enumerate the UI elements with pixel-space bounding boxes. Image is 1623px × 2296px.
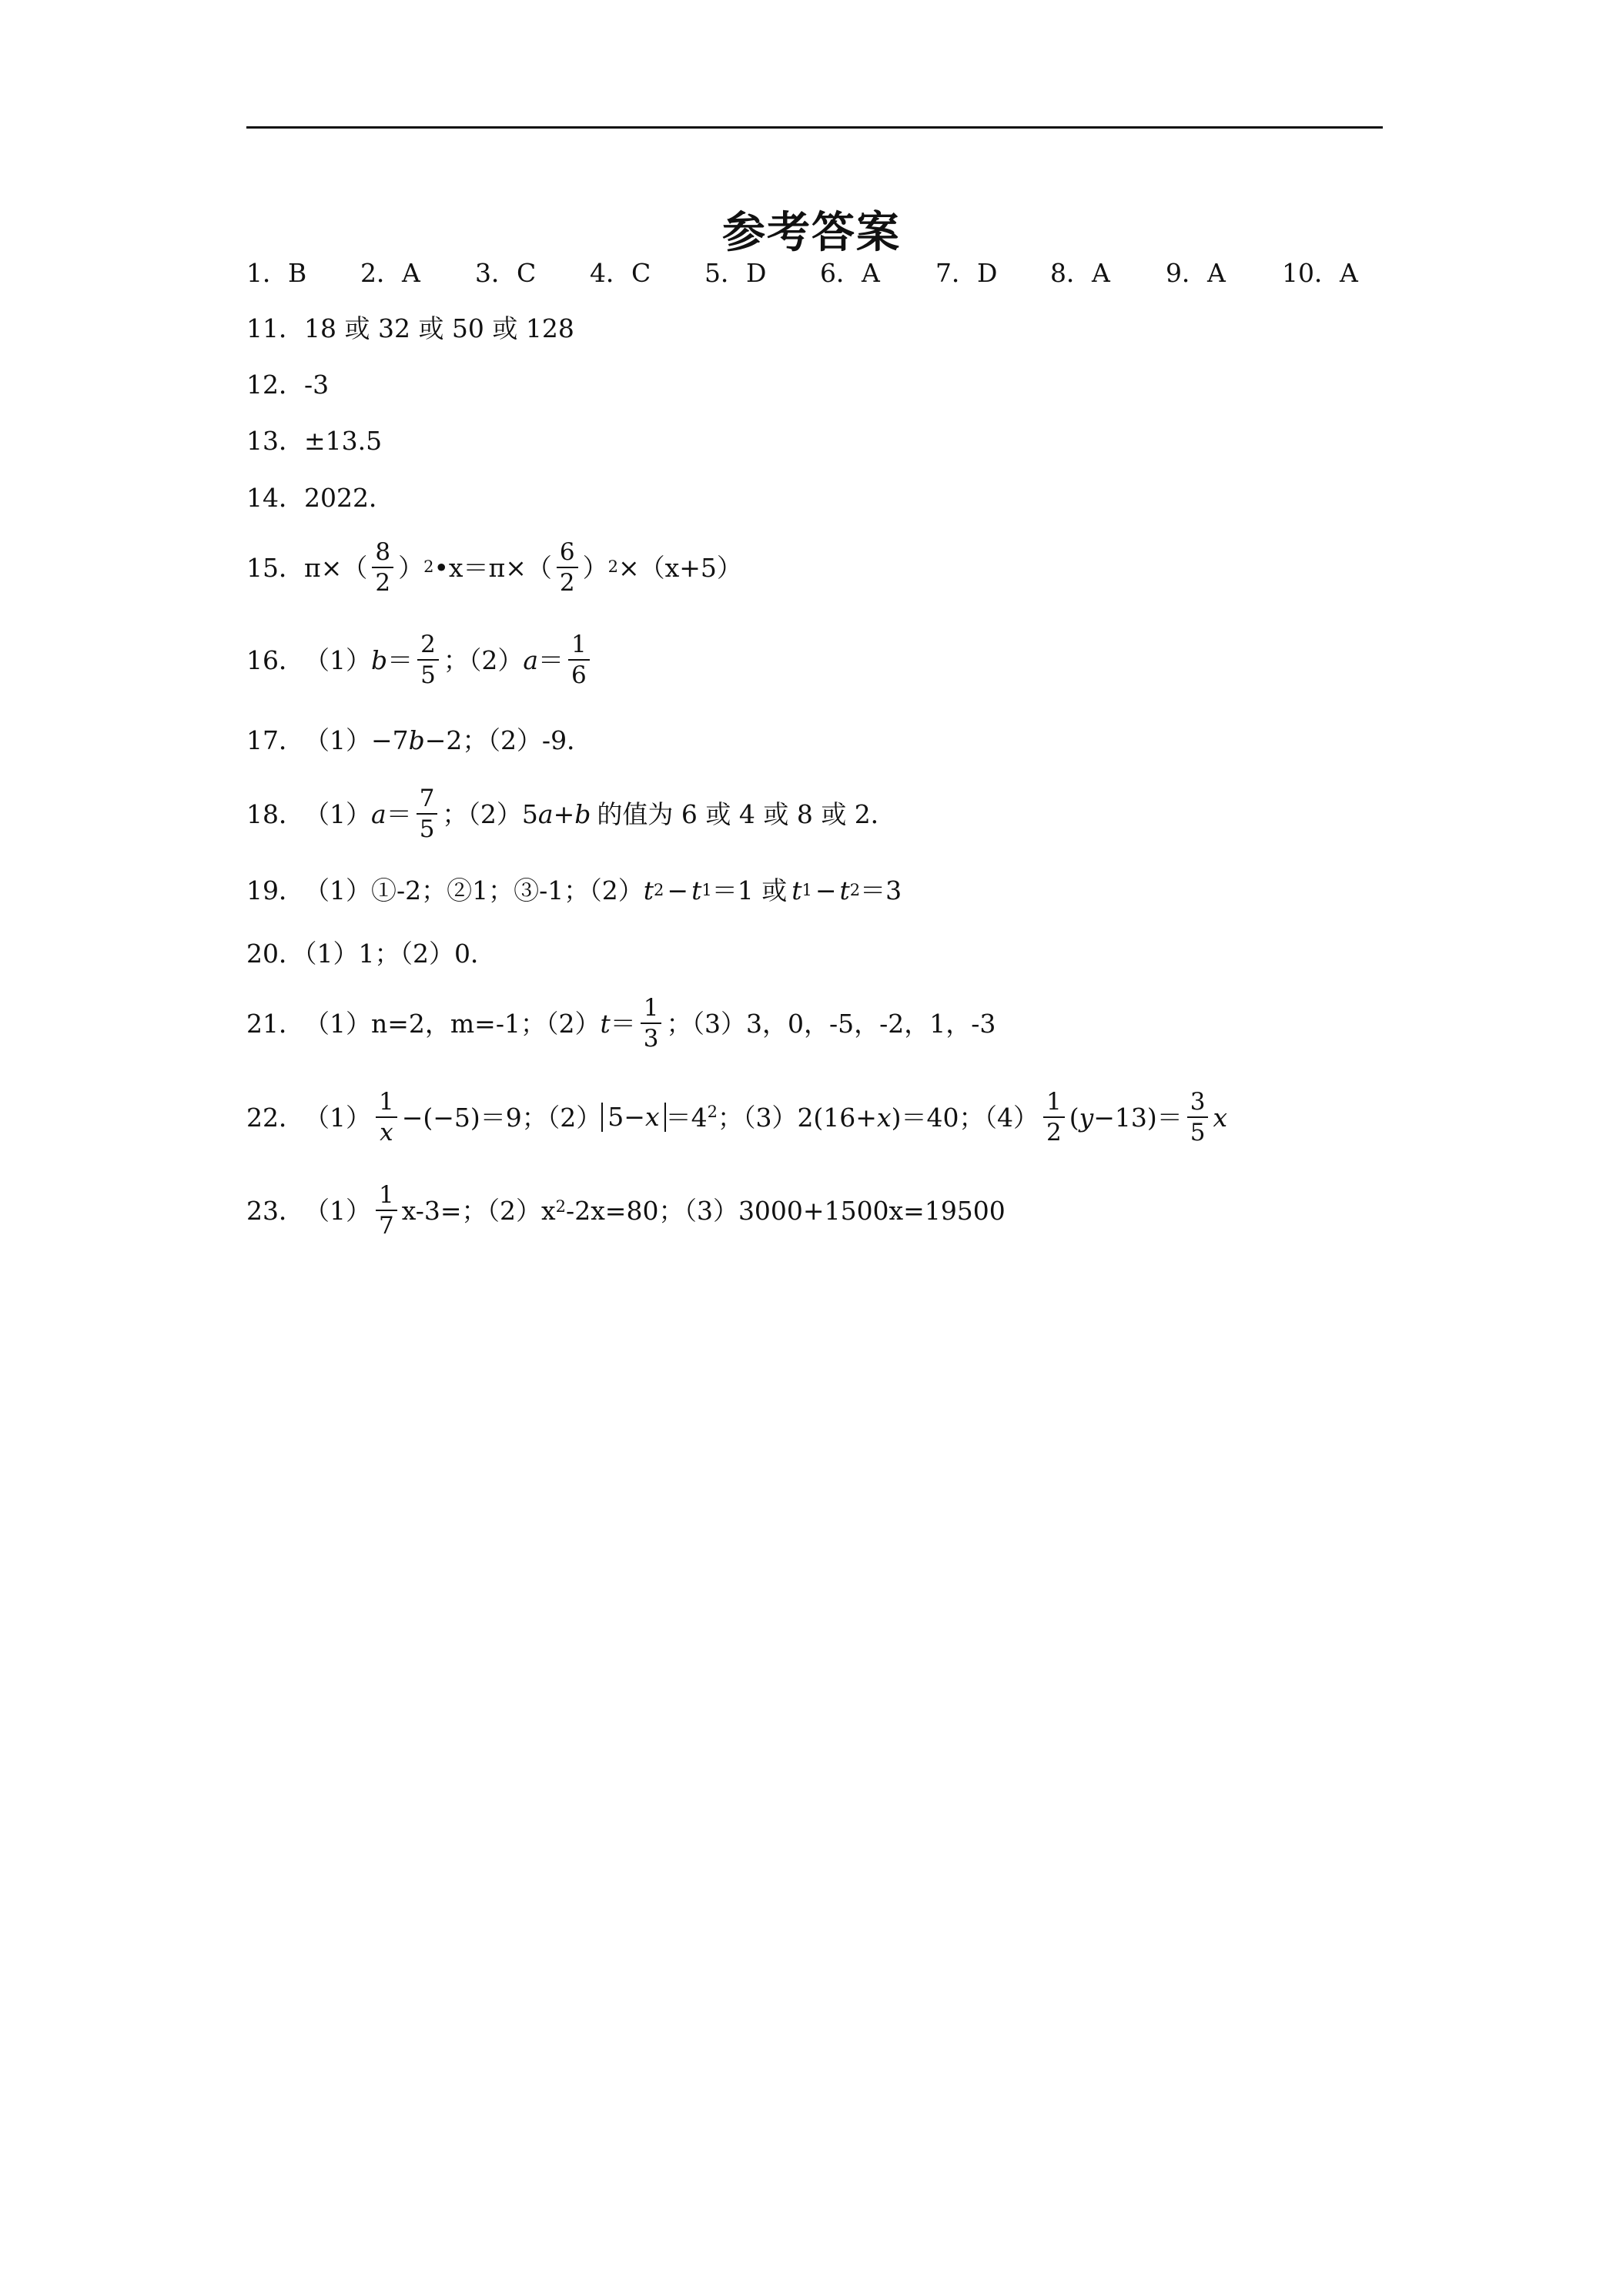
answer-21-text: （1）n=2，m=-1；（2） xyxy=(304,1008,601,1039)
mc-answer-3: 3．C xyxy=(475,258,537,288)
answer-22-text: ；（4） xyxy=(959,1102,1039,1133)
expression: x-3=；（2）x xyxy=(401,1195,556,1226)
expression: ＝4 xyxy=(665,1102,708,1133)
answer-13: 13．±13.5 xyxy=(246,426,383,456)
fraction xyxy=(1187,1087,1209,1147)
answer-19-text: ＝3 xyxy=(860,875,902,905)
numerator: 1 xyxy=(571,631,587,658)
answer-23 xyxy=(246,1180,1006,1240)
denominator: 2 xyxy=(1046,1119,1062,1146)
variable: b xyxy=(408,725,425,755)
answer-23-number: 23． xyxy=(246,1195,304,1226)
answer-15-number: 15． xyxy=(246,552,304,583)
expression: -2x=80；（3）3000+1500x=19500 xyxy=(566,1195,1006,1226)
answer-21 xyxy=(246,993,996,1053)
fraction xyxy=(557,537,578,597)
answer-22-number: 22． xyxy=(246,1102,304,1133)
variable: a xyxy=(371,798,387,829)
denominator: x xyxy=(380,1119,393,1146)
fraction xyxy=(372,537,393,597)
numerator: 7 xyxy=(419,785,435,812)
fraction xyxy=(376,1180,397,1240)
equals-sign: ＝ xyxy=(538,644,564,675)
variable: t xyxy=(600,1008,611,1039)
header-rule xyxy=(246,126,1383,129)
answer-18-text: ；（2）5 xyxy=(442,798,538,829)
fraction xyxy=(417,784,438,844)
exponent: 2 xyxy=(555,1197,567,1216)
denominator: 2 xyxy=(375,569,391,597)
fraction xyxy=(1043,1087,1065,1147)
answer-18-text: （1） xyxy=(304,798,371,829)
answer-12: 12．-3 xyxy=(246,370,330,400)
equals-sign: ＝ xyxy=(386,798,412,829)
variable: x xyxy=(876,1102,892,1133)
answer-22-text: ；（3） xyxy=(717,1102,798,1133)
denominator: 5 xyxy=(1190,1119,1206,1146)
numerator: 8 xyxy=(375,538,391,566)
subscript: 1 xyxy=(801,881,812,899)
denominator: 3 xyxy=(643,1025,659,1053)
answer-17-text: ；（2）-9． xyxy=(462,725,593,755)
denominator: 5 xyxy=(419,815,435,843)
answer-19 xyxy=(246,875,902,905)
answer-18-text: + xyxy=(553,798,575,829)
answer-18-number: 18． xyxy=(246,798,304,829)
variable: x xyxy=(644,1102,660,1132)
numerator: 1 xyxy=(379,1181,394,1209)
mc-answer-1: 1．B xyxy=(246,258,307,288)
expression: 2(16+ xyxy=(797,1102,877,1133)
exponent: 2 xyxy=(423,557,434,576)
expression: −(−5)＝9 xyxy=(401,1102,522,1133)
mc-answer-6: 6．A xyxy=(820,258,880,288)
answer-15-text: •x＝π×（ xyxy=(433,552,552,583)
absolute-value xyxy=(601,1103,665,1132)
expression: −13)＝ xyxy=(1093,1102,1183,1133)
answer-19-number: 19． xyxy=(246,875,304,905)
numerator: 2 xyxy=(420,631,436,658)
answer-23-text: （1） xyxy=(304,1195,371,1226)
answer-22-text: ；（2） xyxy=(521,1102,602,1133)
answer-15-text: ） xyxy=(582,552,608,583)
variable: a xyxy=(537,798,554,829)
fraction xyxy=(376,1087,397,1147)
expression: 5− xyxy=(607,1102,645,1132)
numerator: 1 xyxy=(1046,1088,1062,1116)
subscript: 1 xyxy=(701,881,712,899)
variable: y xyxy=(1079,1102,1094,1133)
subscript: 2 xyxy=(654,881,664,899)
variable: a xyxy=(523,644,539,675)
answer-21-text: ；（3）3，0，-5，-2，1，-3 xyxy=(666,1008,996,1039)
answer-18 xyxy=(246,784,896,844)
numerator: 1 xyxy=(643,994,659,1022)
denominator: 5 xyxy=(420,661,436,689)
fraction xyxy=(417,630,439,690)
subscript: 2 xyxy=(849,881,861,899)
expression: −2 xyxy=(424,725,463,755)
answer-17 xyxy=(246,725,593,755)
equals-sign: ＝ xyxy=(610,1008,636,1039)
denominator: 6 xyxy=(571,661,587,689)
variable: t xyxy=(791,875,802,905)
mc-answer-7: 7．D xyxy=(935,258,998,288)
variable: t xyxy=(643,875,654,905)
answer-15 xyxy=(246,537,742,597)
mc-answer-5: 5．D xyxy=(704,258,767,288)
exponent: 2 xyxy=(707,1103,718,1121)
answer-15-text: ×（x+5） xyxy=(617,552,742,583)
denominator: 2 xyxy=(559,569,575,597)
answer-16-text: （1） xyxy=(304,644,371,675)
answer-17-number: 17． xyxy=(246,725,304,755)
fraction xyxy=(568,630,590,690)
minus-sign: − xyxy=(667,875,689,905)
answer-15-text: ） xyxy=(398,552,424,583)
variable: t xyxy=(691,875,702,905)
exponent: 2 xyxy=(607,557,618,576)
minus-sign: − xyxy=(815,875,837,905)
fraction xyxy=(641,993,662,1053)
mc-answer-8: 8．A xyxy=(1050,258,1110,288)
answer-14: 14．2022． xyxy=(246,483,394,513)
expression: −7 xyxy=(371,725,409,755)
numerator: 6 xyxy=(559,538,575,566)
variable: b xyxy=(574,798,591,829)
answer-16-text: ；（2） xyxy=(443,644,524,675)
answer-16 xyxy=(246,630,594,690)
variable: t xyxy=(839,875,850,905)
mc-answer-4: 4．C xyxy=(590,258,651,288)
denominator: 7 xyxy=(379,1212,394,1240)
expression: ( xyxy=(1069,1102,1079,1133)
answer-22-text: （1） xyxy=(304,1102,371,1133)
answer-11: 11．18 或 32 或 50 或 128 xyxy=(246,313,574,343)
answer-19-text: （1）①-2；②1；③-1；（2） xyxy=(304,875,644,905)
mc-answer-10: 10．A xyxy=(1282,258,1358,288)
answer-16-number: 16． xyxy=(246,644,304,675)
answer-18-text: 的值为 6 或 4 或 8 或 2． xyxy=(597,798,896,829)
equals-sign: ＝ xyxy=(387,644,413,675)
answer-19-text: ＝1 或 xyxy=(711,875,788,905)
answer-15-text: π×（ xyxy=(304,552,368,583)
mc-answer-2: 2．A xyxy=(360,258,420,288)
page-title: 参考答案 xyxy=(722,208,901,258)
mc-answer-row xyxy=(246,260,1383,291)
variable: x xyxy=(1213,1102,1228,1133)
answer-22 xyxy=(246,1087,1227,1147)
answer-21-number: 21． xyxy=(246,1008,304,1039)
expression: )＝40 xyxy=(891,1102,959,1133)
numerator: 3 xyxy=(1190,1088,1206,1116)
mc-answer-9: 9．A xyxy=(1166,258,1226,288)
numerator: 1 xyxy=(379,1088,394,1116)
answer-20: 20．（1）1；（2）0． xyxy=(246,939,496,969)
answer-17-text: （1） xyxy=(304,725,371,755)
variable: b xyxy=(371,644,388,675)
